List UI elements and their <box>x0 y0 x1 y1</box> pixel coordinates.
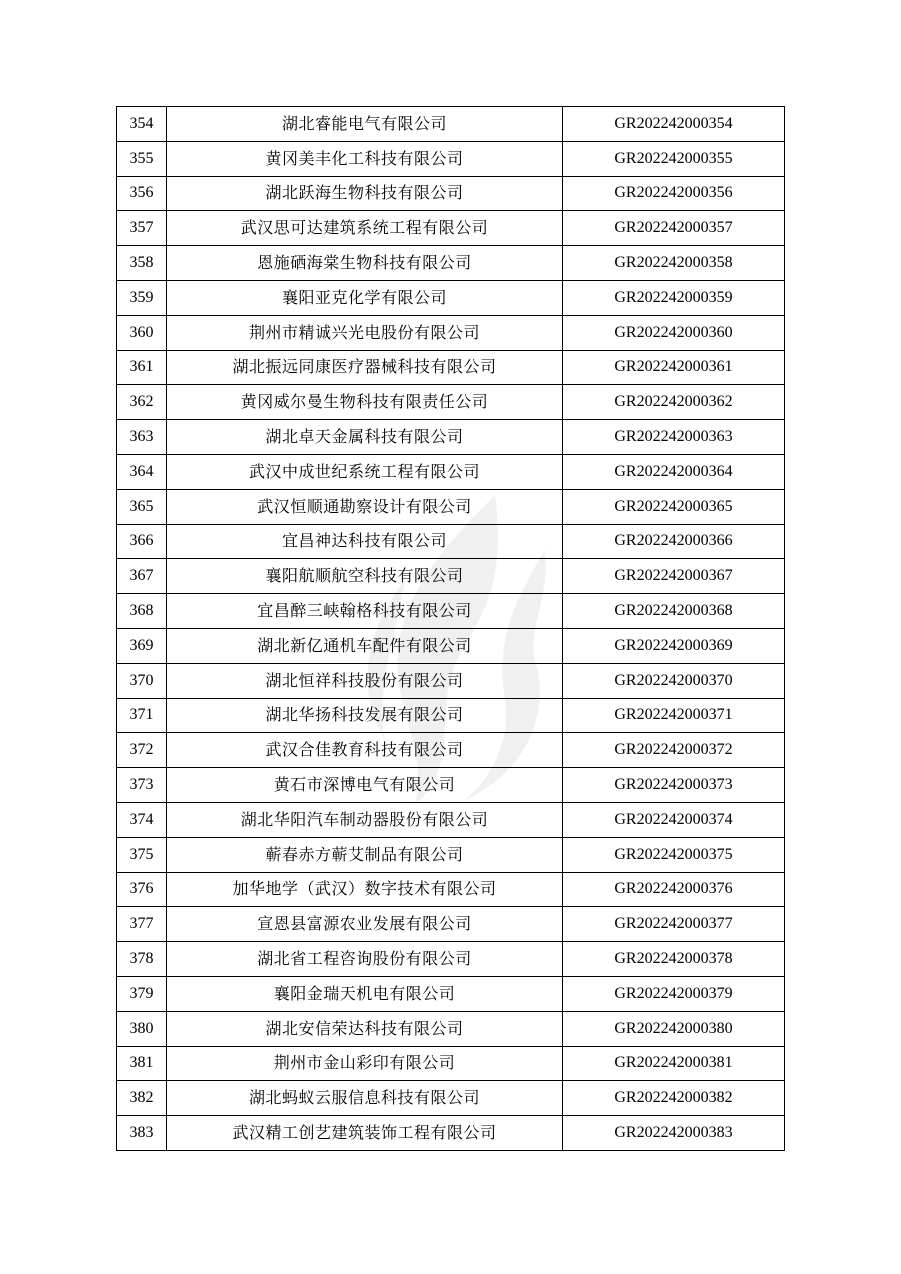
certificate-code-cell: GR202242000370 <box>563 663 785 698</box>
company-name-cell: 湖北卓天金属科技有限公司 <box>167 420 563 455</box>
certificate-code-cell: GR202242000360 <box>563 315 785 350</box>
table-row <box>117 385 785 420</box>
table-row <box>117 976 785 1011</box>
company-name-cell: 荆州市金山彩印有限公司 <box>167 1046 563 1081</box>
company-name-cell: 荆州市精诚兴光电股份有限公司 <box>167 315 563 350</box>
table-row <box>117 246 785 281</box>
table-row <box>117 489 785 524</box>
table-row <box>117 280 785 315</box>
company-name-cell: 宜昌神达科技有限公司 <box>167 524 563 559</box>
row-number-cell: 381 <box>117 1046 167 1081</box>
table-row <box>117 802 785 837</box>
table-row <box>117 315 785 350</box>
certificate-code-cell: GR202242000374 <box>563 802 785 837</box>
certificate-code-cell: GR202242000363 <box>563 420 785 455</box>
table-row <box>117 663 785 698</box>
table-row <box>117 350 785 385</box>
certificate-code-cell: GR202242000357 <box>563 211 785 246</box>
certificate-code-cell: GR202242000381 <box>563 1046 785 1081</box>
row-number-cell: 359 <box>117 280 167 315</box>
row-number-cell: 355 <box>117 141 167 176</box>
company-name-cell: 襄阳金瑞天机电有限公司 <box>167 976 563 1011</box>
table-row <box>117 698 785 733</box>
company-name-cell: 湖北新亿通机车配件有限公司 <box>167 628 563 663</box>
row-number-cell: 375 <box>117 837 167 872</box>
certificate-code-cell: GR202242000372 <box>563 733 785 768</box>
certificate-code-cell: GR202242000373 <box>563 768 785 803</box>
company-name-cell: 湖北恒祥科技股份有限公司 <box>167 663 563 698</box>
company-name-cell: 恩施硒海棠生物科技有限公司 <box>167 246 563 281</box>
table-row <box>117 594 785 629</box>
table-row <box>117 1011 785 1046</box>
row-number-cell: 367 <box>117 559 167 594</box>
row-number-cell: 369 <box>117 628 167 663</box>
certificate-code-cell: GR202242000379 <box>563 976 785 1011</box>
company-name-cell: 湖北睿能电气有限公司 <box>167 107 563 142</box>
company-name-cell: 黄石市深博电气有限公司 <box>167 768 563 803</box>
row-number-cell: 371 <box>117 698 167 733</box>
row-number-cell: 376 <box>117 872 167 907</box>
certificate-code-cell: GR202242000356 <box>563 176 785 211</box>
table-row <box>117 1081 785 1116</box>
certificate-code-cell: GR202242000380 <box>563 1011 785 1046</box>
row-number-cell: 382 <box>117 1081 167 1116</box>
certificate-code-cell: GR202242000375 <box>563 837 785 872</box>
table-row <box>117 733 785 768</box>
row-number-cell: 365 <box>117 489 167 524</box>
certificate-code-cell: GR202242000364 <box>563 454 785 489</box>
table-row <box>117 837 785 872</box>
table-row <box>117 872 785 907</box>
table-row <box>117 107 785 142</box>
row-number-cell: 368 <box>117 594 167 629</box>
row-number-cell: 362 <box>117 385 167 420</box>
certificate-code-cell: GR202242000361 <box>563 350 785 385</box>
table-row <box>117 1116 785 1151</box>
certificate-code-cell: GR202242000358 <box>563 246 785 281</box>
certificate-code-cell: GR202242000378 <box>563 942 785 977</box>
row-number-cell: 354 <box>117 107 167 142</box>
table-body <box>117 107 785 1151</box>
company-name-cell: 襄阳航顺航空科技有限公司 <box>167 559 563 594</box>
enterprise-registry-table <box>116 106 785 1151</box>
table-row <box>117 454 785 489</box>
company-name-cell: 湖北跃海生物科技有限公司 <box>167 176 563 211</box>
certificate-code-cell: GR202242000368 <box>563 594 785 629</box>
certificate-code-cell: GR202242000366 <box>563 524 785 559</box>
row-number-cell: 380 <box>117 1011 167 1046</box>
certificate-code-cell: GR202242000383 <box>563 1116 785 1151</box>
company-name-cell: 湖北蚂蚁云服信息科技有限公司 <box>167 1081 563 1116</box>
company-name-cell: 襄阳亚克化学有限公司 <box>167 280 563 315</box>
row-number-cell: 360 <box>117 315 167 350</box>
table-row <box>117 768 785 803</box>
table-row <box>117 176 785 211</box>
certificate-code-cell: GR202242000369 <box>563 628 785 663</box>
row-number-cell: 363 <box>117 420 167 455</box>
company-name-cell: 武汉思可达建筑系统工程有限公司 <box>167 211 563 246</box>
certificate-code-cell: GR202242000367 <box>563 559 785 594</box>
certificate-code-cell: GR202242000359 <box>563 280 785 315</box>
row-number-cell: 361 <box>117 350 167 385</box>
certificate-code-cell: GR202242000365 <box>563 489 785 524</box>
certificate-code-cell: GR202242000354 <box>563 107 785 142</box>
company-name-cell: 湖北华阳汽车制动器股份有限公司 <box>167 802 563 837</box>
table-row <box>117 420 785 455</box>
row-number-cell: 377 <box>117 907 167 942</box>
table-row <box>117 524 785 559</box>
row-number-cell: 374 <box>117 802 167 837</box>
row-number-cell: 364 <box>117 454 167 489</box>
table-row <box>117 559 785 594</box>
table-row <box>117 942 785 977</box>
row-number-cell: 356 <box>117 176 167 211</box>
certificate-code-cell: GR202242000355 <box>563 141 785 176</box>
table-row <box>117 628 785 663</box>
table-row <box>117 907 785 942</box>
row-number-cell: 370 <box>117 663 167 698</box>
certificate-code-cell: GR202242000362 <box>563 385 785 420</box>
company-name-cell: 武汉精工创艺建筑装饰工程有限公司 <box>167 1116 563 1151</box>
company-name-cell: 加华地学（武汉）数字技术有限公司 <box>167 872 563 907</box>
table-row <box>117 211 785 246</box>
certificate-code-cell: GR202242000371 <box>563 698 785 733</box>
company-name-cell: 湖北华扬科技发展有限公司 <box>167 698 563 733</box>
row-number-cell: 378 <box>117 942 167 977</box>
company-name-cell: 黄冈威尔曼生物科技有限责任公司 <box>167 385 563 420</box>
row-number-cell: 366 <box>117 524 167 559</box>
row-number-cell: 373 <box>117 768 167 803</box>
row-number-cell: 372 <box>117 733 167 768</box>
company-name-cell: 武汉恒顺通勘察设计有限公司 <box>167 489 563 524</box>
row-number-cell: 357 <box>117 211 167 246</box>
row-number-cell: 358 <box>117 246 167 281</box>
certificate-code-cell: GR202242000382 <box>563 1081 785 1116</box>
company-name-cell: 黄冈美丰化工科技有限公司 <box>167 141 563 176</box>
row-number-cell: 383 <box>117 1116 167 1151</box>
company-name-cell: 湖北省工程咨询股份有限公司 <box>167 942 563 977</box>
certificate-code-cell: GR202242000376 <box>563 872 785 907</box>
company-name-cell: 湖北振远同康医疗器械科技有限公司 <box>167 350 563 385</box>
company-name-cell: 湖北安信荣达科技有限公司 <box>167 1011 563 1046</box>
row-number-cell: 379 <box>117 976 167 1011</box>
company-name-cell: 宣恩县富源农业发展有限公司 <box>167 907 563 942</box>
company-name-cell: 武汉合佳教育科技有限公司 <box>167 733 563 768</box>
table-row <box>117 1046 785 1081</box>
company-name-cell: 蕲春赤方蕲艾制品有限公司 <box>167 837 563 872</box>
company-name-cell: 宜昌醉三峡翰格科技有限公司 <box>167 594 563 629</box>
table-row <box>117 141 785 176</box>
company-name-cell: 武汉中成世纪系统工程有限公司 <box>167 454 563 489</box>
certificate-code-cell: GR202242000377 <box>563 907 785 942</box>
